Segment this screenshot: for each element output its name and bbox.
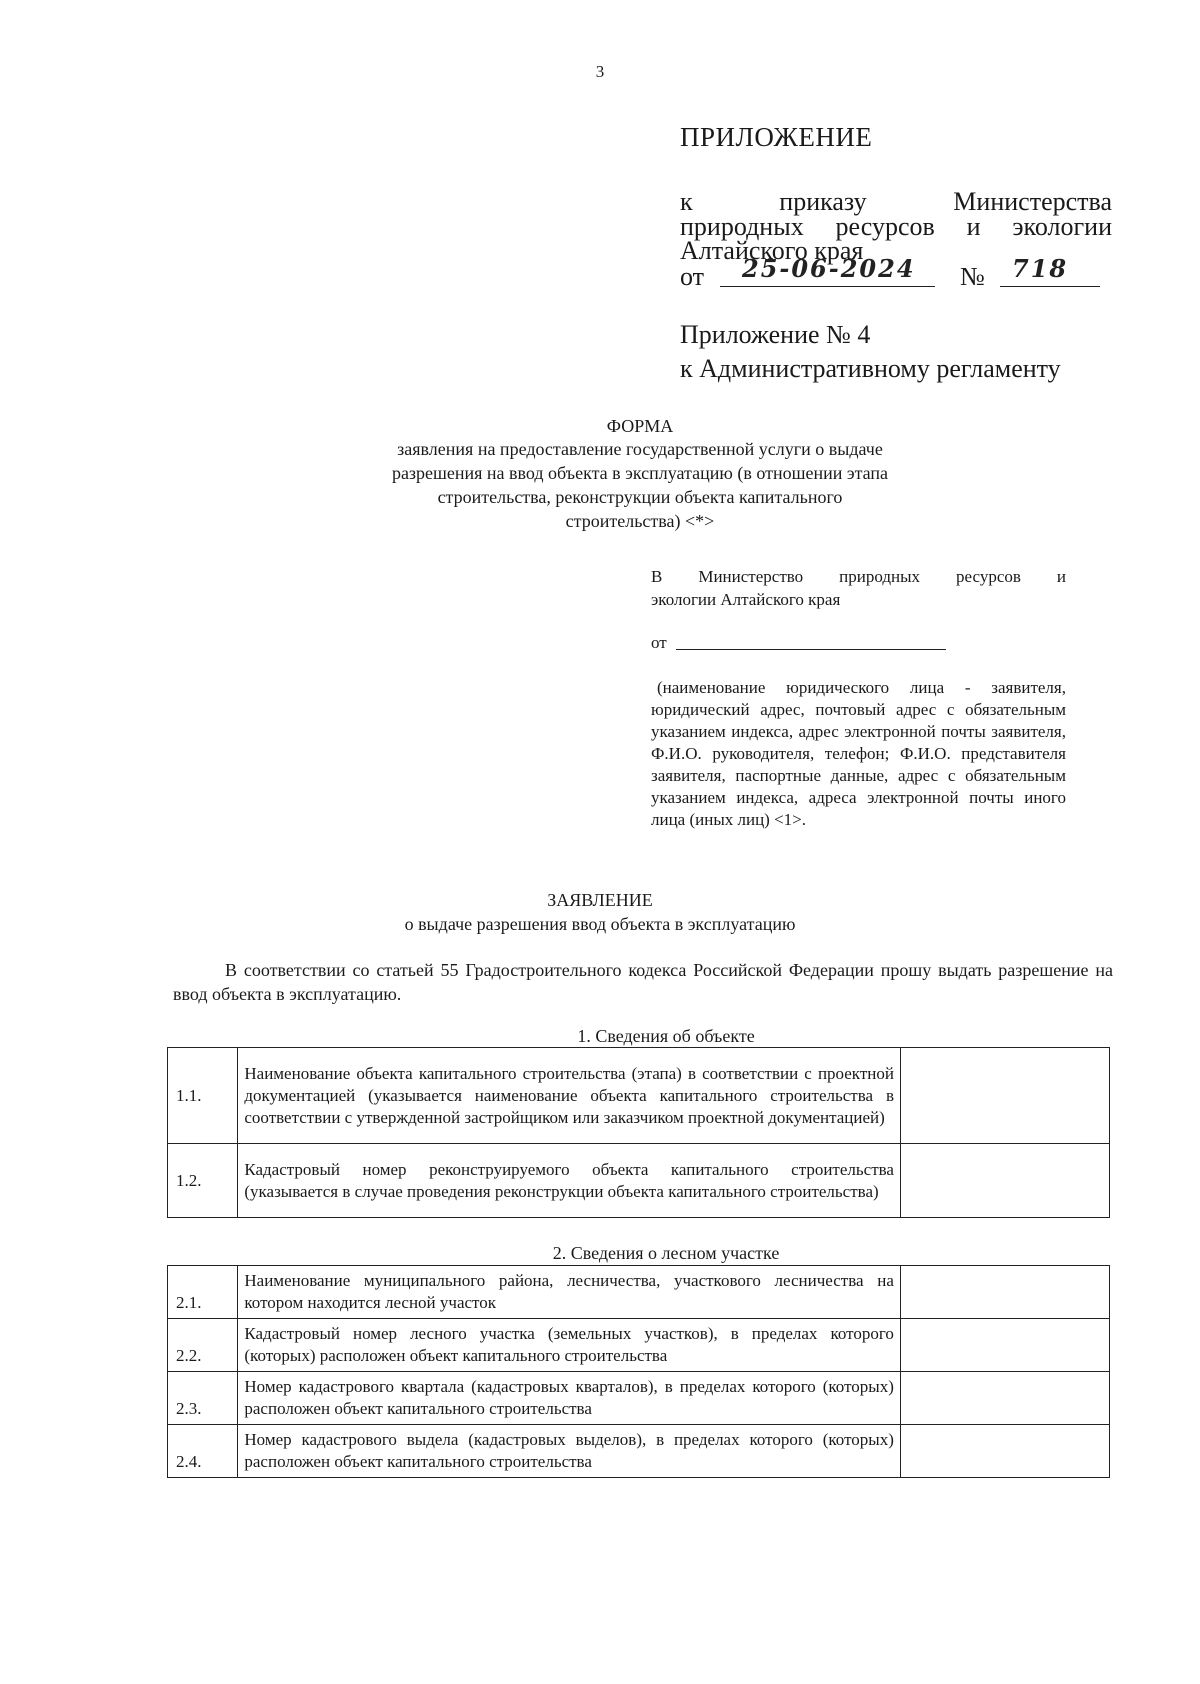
appendix-line-1: к приказу Министерства	[680, 187, 1112, 216]
row-value-cell[interactable]	[900, 1048, 1109, 1144]
applicant-from-row	[651, 633, 951, 655]
row-value-cell[interactable]	[900, 1144, 1109, 1218]
form-description-1: заявления на предоставление государственной услуги о выдаче	[397, 439, 883, 459]
addressee-line-2: экологии Алтайского края	[651, 590, 841, 609]
row-number: 1.1.	[168, 1048, 238, 1144]
order-number-label: №	[960, 262, 985, 291]
row-value-cell[interactable]	[900, 1266, 1109, 1319]
order-number-field	[1000, 254, 1100, 287]
section1-table	[167, 1047, 1110, 1218]
order-number-handwritten: 718	[1012, 254, 1069, 283]
row-value-cell[interactable]	[900, 1372, 1109, 1425]
appendix-title: ПРИЛОЖЕНИЕ	[680, 122, 873, 152]
section1-title: 1. Сведения об объекте	[577, 1026, 755, 1046]
row-description: Номер кадастрового квартала (кадастровых кварталов), в пределах которого (которых) расположен объект капитального строительства	[238, 1372, 900, 1425]
order-from-label: от	[680, 262, 705, 291]
applicant-from-label: от	[651, 633, 667, 652]
table-row	[168, 1144, 1110, 1218]
row-number: 2.3.	[168, 1372, 238, 1425]
statement-subtitle: о выдаче разрешения ввод объекта в эксплуатацию	[404, 914, 796, 934]
applicant-hint: (наименование юридического лица - заявителя, юридический адрес, почтовый адрес с обязательным указанием индекса, адрес электронной почты заявителя, Ф.И.О. руководителя, телефон; Ф.И.О. представителя заявителя, паспортные данные, адрес с обязательным указанием индекса, адреса электронной почты иного лица (иных лиц) <1>.	[651, 678, 1066, 829]
row-description: Наименование объекта капитального строительства (этапа) в соответствии с проектной документацией (указывается наименование объекта капитального строительства в соответствии с утвержденной застройщиком или заказчиком проектной документацией)	[238, 1048, 901, 1144]
row-description: Наименование муниципального района, лесничества, участкового лесничества на котором находится лесной участок	[238, 1266, 900, 1319]
row-number: 2.4.	[168, 1425, 238, 1478]
row-number: 1.2.	[168, 1144, 238, 1218]
section2-title: 2. Сведения о лесном участке	[552, 1243, 780, 1263]
form-description-3: строительства, реконструкции объекта капитального	[437, 487, 843, 507]
form-description-4: строительства) <*>	[565, 511, 715, 531]
table-row	[168, 1266, 1110, 1319]
table-row	[168, 1048, 1110, 1144]
appendix4-title: Приложение № 4	[680, 320, 871, 349]
row-value-cell[interactable]	[900, 1319, 1109, 1372]
row-description: Кадастровый номер лесного участка (земельных участков), в пределах которого (которых) расположен объект капитального строительства	[238, 1319, 900, 1372]
page-number: 3	[595, 62, 605, 81]
table-row	[168, 1319, 1110, 1372]
section2-table	[167, 1265, 1110, 1478]
table-row	[168, 1372, 1110, 1425]
order-date-field	[720, 254, 935, 287]
appendix4-subtitle: к Административному регламенту	[680, 354, 1061, 383]
appendix-line-2: природных ресурсов и экологии	[680, 212, 1112, 241]
statement-title: ЗАЯВЛЕНИЕ	[547, 890, 653, 910]
row-number: 2.1.	[168, 1266, 238, 1319]
row-description: Номер кадастрового выдела (кадастровых выделов), в пределах которого (которых) расположен объект капитального строительства	[238, 1425, 900, 1478]
addressee-line-1: В Министерство природных ресурсов и	[651, 567, 1066, 586]
form-title: ФОРМА	[606, 416, 674, 436]
form-description-2: разрешения на ввод объекта в эксплуатацию (в отношении этапа	[391, 463, 889, 483]
table-row	[168, 1425, 1110, 1478]
statement-body: В соответствии со статьей 55 Градостроительного кодекса Российской Федерации прошу выдать разрешение на ввод объекта в эксплуатацию.	[173, 960, 1113, 1004]
order-date-number-row	[680, 254, 1112, 291]
row-value-cell[interactable]	[900, 1425, 1109, 1478]
row-number: 2.2.	[168, 1319, 238, 1372]
applicant-from-underline	[676, 649, 946, 650]
row-description: Кадастровый номер реконструируемого объекта капитального строительства (указывается в случае проведения реконструкции объекта капитального строительства)	[238, 1144, 901, 1218]
appendix-line-3: Алтайского края	[680, 236, 864, 265]
order-date-handwritten: 25-06-2024	[742, 254, 916, 283]
